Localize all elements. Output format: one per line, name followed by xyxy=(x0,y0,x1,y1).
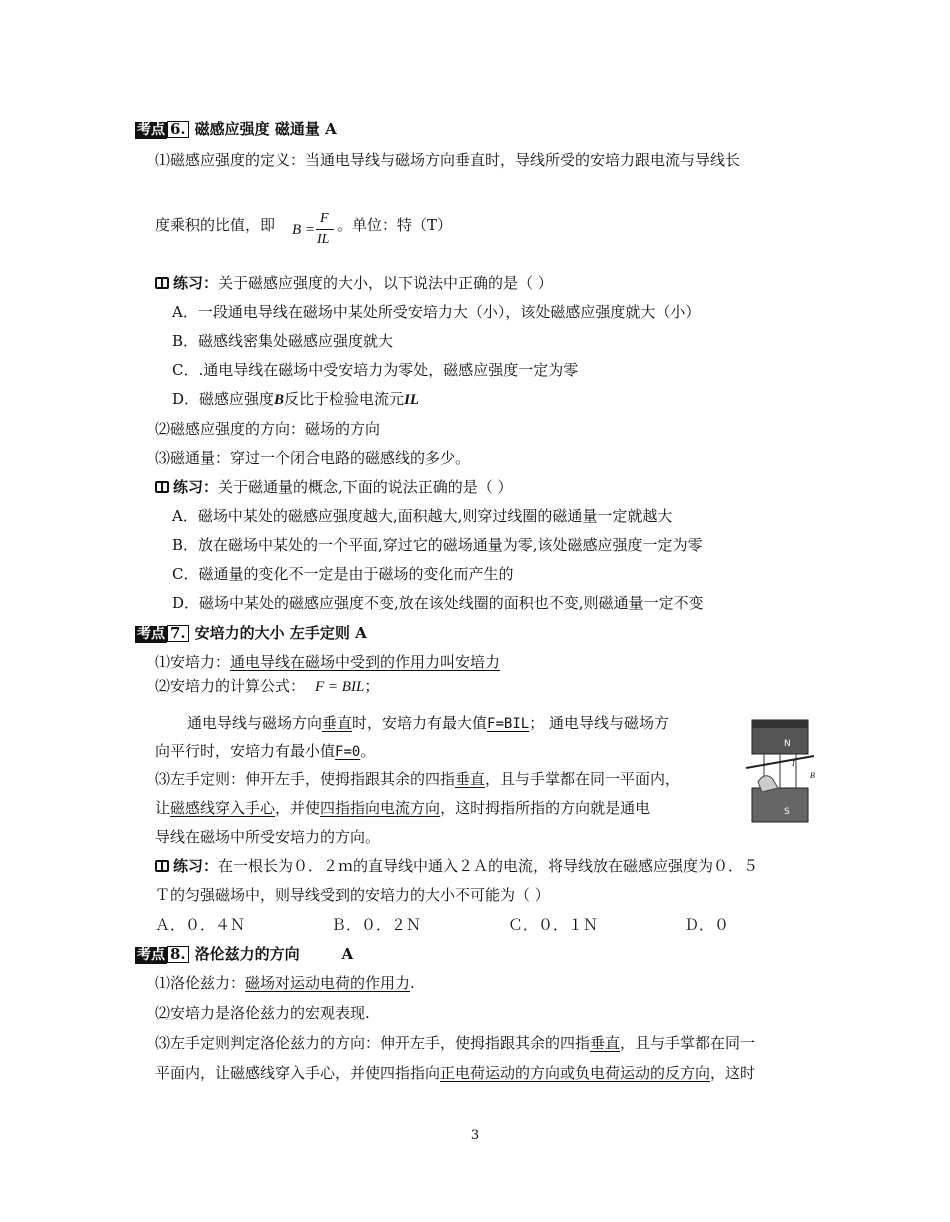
exercise-question: 在一根长为０．２ｍ的直导线中通入２Ａ的电流，将导线放在磁感应强度为０．５ xyxy=(218,857,759,875)
exercise-question: 关于磁感应强度的大小，以下说法中正确的是（ ） xyxy=(218,274,553,292)
book-icon xyxy=(155,481,169,493)
paragraph: ⑶磁通量：穿过一个闭合电路的磁感线的多少。 xyxy=(155,449,471,467)
exercise-label: 练习： xyxy=(173,857,219,875)
section-7-heading xyxy=(135,623,367,643)
label-i: I xyxy=(792,759,795,768)
formula: F = BIL xyxy=(315,679,365,695)
paragraph: ⑴安培力：通电导线在磁场中受到的作用力叫安培力 xyxy=(155,653,501,671)
option-b: B．放在磁场中某处的一个平面,穿过它的磁场通量为零,该处磁感应强度一定为零 xyxy=(172,536,703,554)
exercise-3 xyxy=(155,856,758,876)
section-title: 洛伦兹力的方向 A xyxy=(194,945,354,963)
formula-denominator: IL xyxy=(317,232,330,247)
paragraph: ⑴洛伦兹力：磁场对运动电荷的作用力. xyxy=(155,974,415,992)
paragraph: 向平行时，安培力有最小值F=0。 xyxy=(155,742,376,760)
option-c: Ｃ．０．１Ｎ xyxy=(508,916,599,934)
section-number: 6. xyxy=(167,121,189,138)
paragraph: 让磁感线穿入手心，并使四指指向电流方向，这时拇指所指的方向就是通电 xyxy=(155,799,651,817)
exercise-1 xyxy=(155,273,553,293)
paragraph: 通电导线与磁场方向垂直时，安培力有最大值F=BIL； 通电导线与磁场方 xyxy=(187,714,669,732)
paragraph: ⑶左手定则：伸开左手，使拇指跟其余的四指垂直，且与手掌都在同一平面内， xyxy=(155,770,681,788)
exercise-2 xyxy=(155,477,513,497)
exercise-question: 关于磁通量的概念,下面的说法正确的是（ ） xyxy=(218,478,513,496)
magnet-south xyxy=(752,788,808,822)
section-6-heading xyxy=(135,119,337,139)
label-b: B xyxy=(810,771,815,780)
section-number: 7. xyxy=(167,625,189,642)
option-a: A．一段通电导线在磁场中某处所受安培力大（小），该处磁感应强度就大（小） xyxy=(172,303,701,321)
option-d: Ｄ．０ xyxy=(684,916,730,934)
option-d: D．磁感应强度B反比于检验电流元IL xyxy=(172,390,420,408)
section-tag: 考点 xyxy=(137,947,165,963)
exercise-question-cont: Ｔ的匀强磁场中，则导线受到的安培力的大小不可能为（ ） xyxy=(155,886,550,904)
book-icon xyxy=(155,860,169,872)
page-number: 3 xyxy=(470,1128,480,1143)
label-n: N xyxy=(784,739,791,749)
formula-numerator: F xyxy=(320,211,329,226)
section-title: 安培力的大小 左手定则 A xyxy=(194,624,367,642)
option-b: B．磁感线密集处磁感应强度就大 xyxy=(172,332,394,350)
exercise-label: 练习： xyxy=(173,478,219,496)
fraction-bar xyxy=(316,229,334,230)
unit-text: 。单位：特（T） xyxy=(337,216,453,234)
magnet-apparatus-icon xyxy=(744,716,822,828)
section-number: 8. xyxy=(167,946,189,963)
exercise-label: 练习： xyxy=(173,274,219,292)
option-b: Ｂ．０．２Ｎ xyxy=(331,916,422,934)
section-tag: 考点 xyxy=(137,626,165,642)
paragraph: ⑶左手定则判定洛伦兹力的方向：伸开左手，使拇指跟其余的四指垂直，且与手掌都在同一 xyxy=(155,1034,756,1052)
section-8-heading xyxy=(135,944,353,964)
option-c: C．磁通量的变化不一定是由于磁场的变化而产生的 xyxy=(172,565,514,583)
section-tag: 考点 xyxy=(137,122,165,138)
paragraph: 平面内，让磁感线穿入手心，并使四指指向正电荷运动的方向或负电荷运动的反方向，这时 xyxy=(155,1064,756,1082)
option-a: Ａ．０．４Ｎ xyxy=(155,916,246,934)
book-icon xyxy=(155,277,169,289)
paragraph: ⑵安培力是洛伦兹力的宏观表现. xyxy=(155,1004,370,1022)
magnet-top xyxy=(752,720,808,728)
option-c: C．.通电导线在磁场中受安培力为零处，磁感应强度一定为零 xyxy=(172,361,579,379)
paragraph: 度乘积的比值，即 xyxy=(155,216,276,234)
label-s: S xyxy=(784,807,790,817)
option-d: D．磁场中某处的磁感应强度不变,放在该处线圈的面积也不变,则磁通量一定不变 xyxy=(172,594,704,612)
section-title: 磁感应强度 磁通量 A xyxy=(194,120,337,138)
paragraph: ⑴磁感应强度的定义：当通电导线与磁场方向垂直时，导线所受的安培力跟电流与导线长 xyxy=(155,151,741,169)
paragraph: ⑵安培力的计算公式： F = BIL； xyxy=(155,677,380,695)
paragraph: 导线在磁场中所受安培力的方向。 xyxy=(155,828,381,846)
option-a: A．磁场中某处的磁感应强度越大,面积越大,则穿过线圈的磁通量一定就越大 xyxy=(172,507,673,525)
formula-lhs: B = xyxy=(292,222,316,238)
paragraph: ⑵磁感应强度的方向：磁场的方向 xyxy=(155,420,381,438)
